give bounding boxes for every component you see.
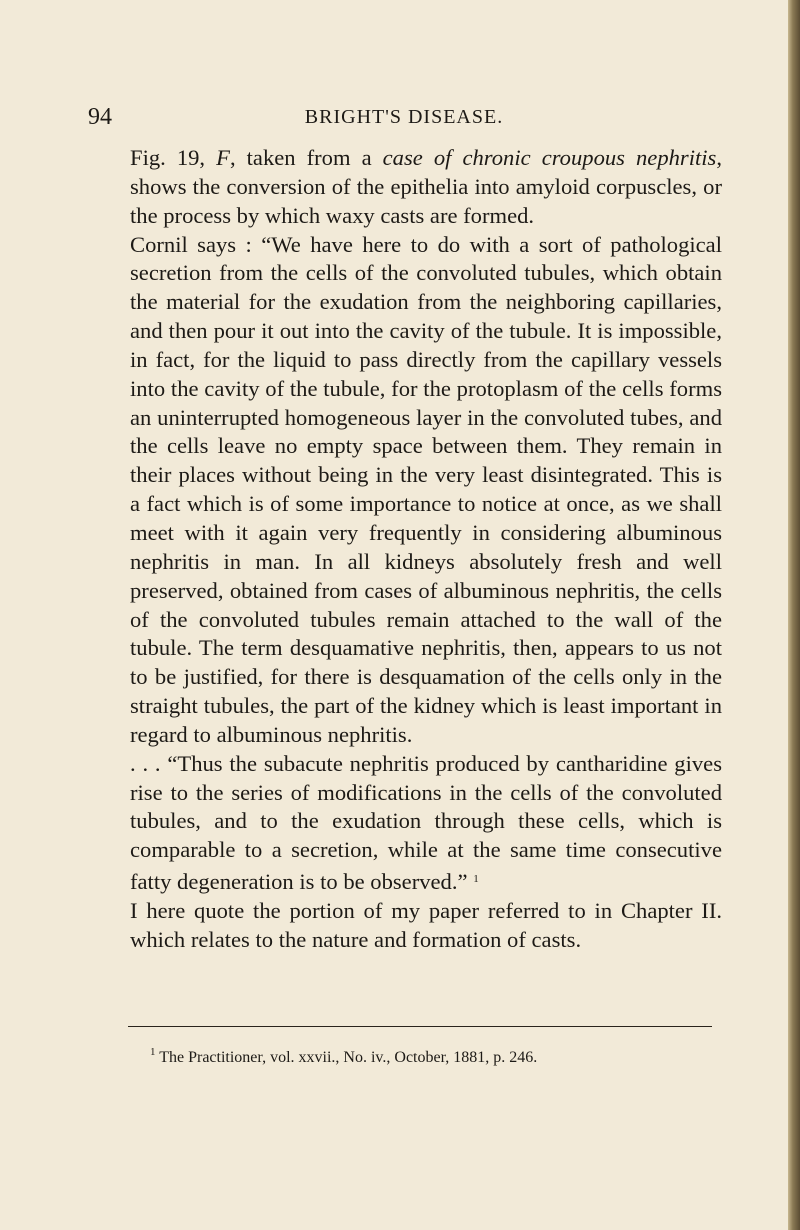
paragraph-cantharidine: . . . “Thus the subacute nephritis produced by cantharidine gives rise to the series of modifications in the cells of the convoluted tubules, and to the exudation through these cells, which is comparable to a secretion, while at the same time consecutive fatty degeneration is to be observed.” $^1$ <box>130 750 722 895</box>
footnote-text: The Practitioner, vol. xxvii., No. iv., October, 1881, p. 246. <box>159 1049 538 1066</box>
body-text <box>130 144 722 955</box>
case-title: case of chronic croupous nephritis <box>382 145 717 170</box>
running-head: BRIGHT'S DISEASE. <box>304 106 504 128</box>
page-edge <box>788 0 800 1230</box>
footnote-ref[interactable]: 1 <box>473 873 479 886</box>
fig-letter: F <box>216 145 230 170</box>
page-number: 94 <box>88 104 112 130</box>
footnote-divider <box>128 1026 712 1027</box>
footnote <box>130 1042 720 1068</box>
paragraph-quote-intro: I here quote the portion of my paper referred to in Chapter II. which relates to the nature and formation of casts. <box>130 897 722 952</box>
footnote-marker: 1 <box>150 1046 156 1058</box>
page-header <box>88 104 720 134</box>
paragraph-cornil-quote: Cornil says : “We have here to do with a sort of pathological secretion from the cells of the convoluted tubules, which obtain the material for the exudation from the neighboring capillaries, and then pour it out into the cavity of the tubule. It is impossible, in fact, for the liquid to pass directly from the capillary vessels into the cavity of the tubule, for the protoplasm of the cells forms an uninterrupted homogeneous layer in the convoluted tubes, and the cells leave no empty space between them. They remain in their places without being in the very least disintegrated. This is a fact which is of some importance to notice at once, as we shall meet with it again very frequently in considering albuminous nephritis in man. In all kidneys absolutely fresh and well preserved, obtained from cases of albuminous nephritis, the cells of the convoluted tubules remain attached to the wall of the tubule. The term desquamative nephritis, then, appears to us not to be justified, for there is desquamation of the cells only in the straight tubules, the part of the kidney which is least important in regard to albuminous nephritis. <box>130 231 722 747</box>
paragraph-fig19: Fig. 19, F, taken from a case of chronic croupous nephritis, shows the conversion of the epithelia into amyloid corpuscles, or the process by which waxy casts are formed. <box>130 145 722 228</box>
